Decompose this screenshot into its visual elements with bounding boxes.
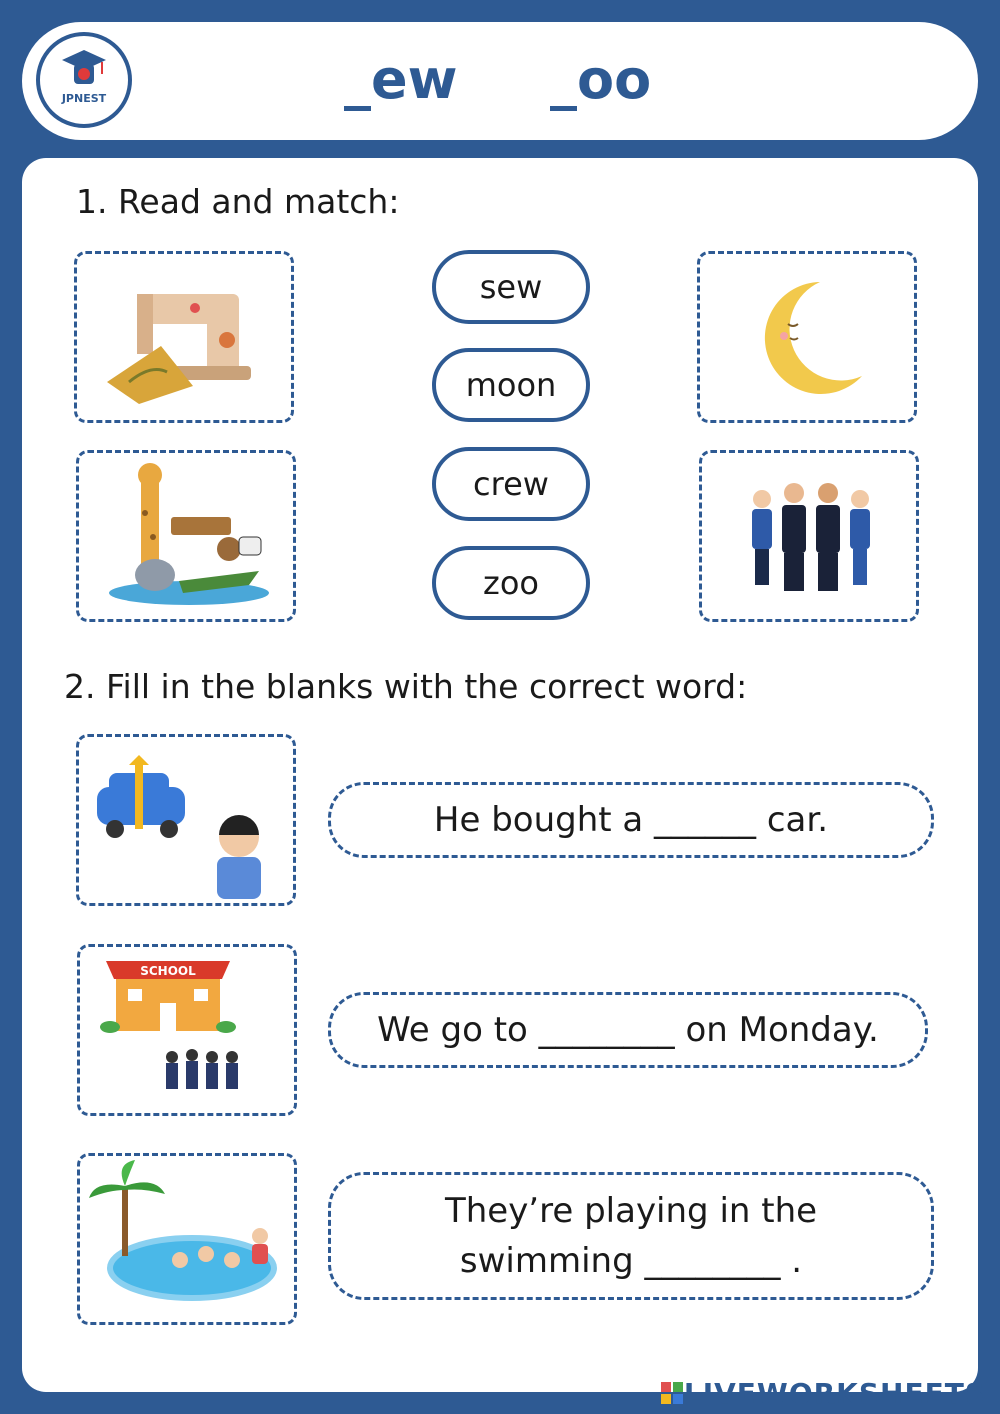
sentence-3[interactable] — [328, 1172, 934, 1300]
logo-text: JPNEST — [61, 92, 107, 105]
image-crew-box[interactable] — [699, 450, 919, 622]
sentence-3-line-1: They’re playing in the — [444, 1191, 818, 1231]
word-zoo[interactable]: zoo — [432, 546, 590, 620]
sentence-1[interactable] — [328, 782, 934, 858]
image-sewing-box[interactable] — [74, 251, 294, 423]
word-moon[interactable]: moon — [432, 348, 590, 422]
swimming-pool-icon — [80, 1156, 294, 1322]
logo-icon — [40, 36, 128, 124]
image-school-box — [77, 944, 297, 1116]
sentence-2-line-1: We go to ________ on Monday. — [377, 1010, 879, 1050]
sentence-1-line-1: He bought a ______ car. — [433, 800, 829, 840]
sentence-2[interactable] — [328, 992, 928, 1068]
image-zoo-box[interactable] — [76, 450, 296, 622]
liveworksheets-logo-icon — [660, 1381, 684, 1405]
section-1-title: 1. Read and match: — [76, 182, 400, 221]
school-logo — [36, 32, 132, 128]
school-building-icon — [80, 947, 294, 1113]
image-pool-box — [77, 1153, 297, 1325]
header-banner — [22, 22, 978, 140]
crescent-moon-icon — [700, 254, 914, 420]
image-car-box — [76, 734, 296, 906]
watermark-text: LIVEWORKSHEETS — [683, 1376, 986, 1410]
svg-text:SCHOOL: SCHOOL — [140, 964, 196, 978]
title-ew: _ew — [344, 48, 458, 111]
title-oo: _oo — [550, 48, 652, 111]
sewing-machine-icon — [77, 254, 291, 420]
word-sew[interactable]: sew — [432, 250, 590, 324]
gift-car-icon — [79, 737, 293, 903]
flight-crew-icon — [702, 453, 916, 619]
word-crew[interactable]: crew — [432, 447, 590, 521]
sentence-3-line-2: swimming ________ . — [459, 1241, 803, 1281]
worksheet-body — [22, 158, 978, 1392]
liveworksheets-watermark — [660, 1378, 986, 1408]
image-moon-box[interactable] — [697, 251, 917, 423]
zoo-animals-icon — [79, 453, 293, 619]
section-2-title: 2. Fill in the blanks with the correct word: — [64, 667, 748, 706]
